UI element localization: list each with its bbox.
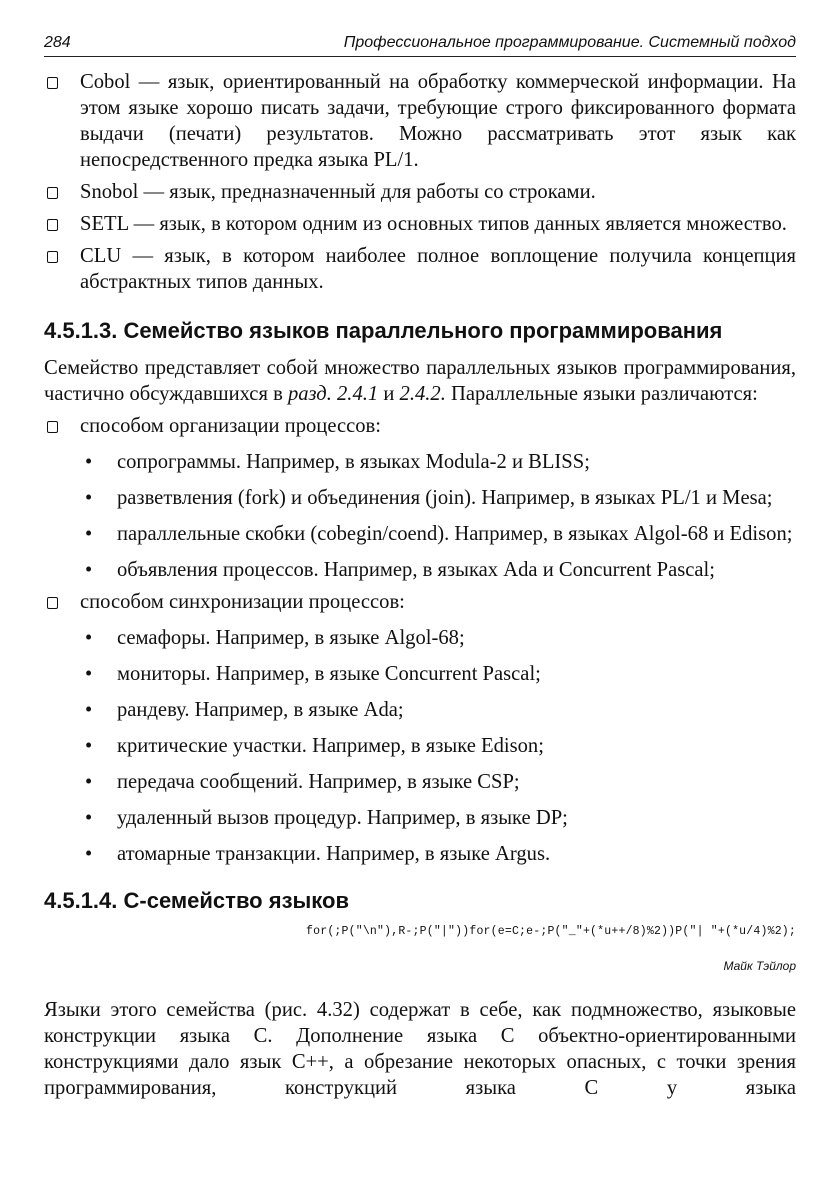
section-paragraph: Языки этого семейства (рис. 4.32) содержат в себе, как подмножество, языковые конструкции языка C. Дополнение языка C объектно-ориентированными конструкциями дало язык C++, а обрезание некоторых опасных, с точки зрения программирования, конструкций языка C у языка [44,999,796,1099]
epigraph-author: Майк Тэйлор [723,959,796,973]
list-item: CLU — язык, в котором наиболее полное воплощение получила концепция абстрактных типов данных. [44,243,796,295]
sub-list-item: • сопрограммы. Например, в языках Modula-2 и BLISS; [85,451,590,473]
checkbox-bullet-icon [47,421,58,433]
cross-reference: разд. 2.4.1 [287,383,379,405]
checkbox-bullet-icon [47,251,58,263]
sub-list-item: • семафоры. Например, в языке Algol-68; [85,627,465,649]
bullet-icon: • [85,735,93,757]
group-label: способом организации процессов: [44,413,796,439]
running-title: Профессиональное программирование. Системный подход [343,34,796,51]
bullet-icon: • [85,451,93,473]
bullet-icon: • [85,627,93,649]
section-intro: Семейство представляет собой множество параллельных языков программирования, частично обсуждавшихся в разд. 2.4.1 и 2.4.2. Параллельные языки различаются: [44,357,796,405]
checkbox-bullet-icon [47,77,58,89]
list-item: Cobol — язык, ориентированный на обработку коммерческой информации. На этом языке хорошо писать задачи, требующие строго фиксированного формата выдачи (печати) результатов. Можно рассматривать этот язык как непосредственного предка языка PL/1. [44,69,796,173]
sub-list-item: • параллельные скобки (cobegin/coend). Например, в языках Algol-68 и Edison; [85,523,793,545]
page-body [44,69,796,1101]
sub-list-item: • удаленный вызов процедур. Например, в языке DP; [85,807,568,829]
section-heading: 4.5.1.4. С-семейство языков [44,888,349,913]
bullet-icon: • [85,807,93,829]
checkbox-bullet-icon [47,187,58,199]
sub-list-item: • атомарные транзакции. Например, в языке Argus. [85,843,551,865]
page-number: 284 [44,34,71,51]
sub-list-item: • критические участки. Например, в языке Edison; [85,735,544,757]
sub-list-item: • передача сообщений. Например, в языке CSP; [85,771,520,793]
section-heading: 4.5.1.3. Семейство языков параллельного программирования [44,318,723,343]
sub-list-item: • рандеву. Например, в языке Ada; [85,699,404,721]
bullet-icon: • [85,663,93,685]
checkbox-bullet-icon [47,597,58,609]
bullet-icon: • [85,843,93,865]
bullet-icon: • [85,523,93,545]
bullet-icon: • [85,699,93,721]
checkbox-bullet-icon [47,219,58,231]
running-header [44,34,796,57]
sub-list-item: • разветвления (fork) и объединения (join). Например, в языках PL/1 и Mesa; [85,487,773,509]
bullet-icon: • [85,487,93,509]
sub-list-item: • объявления процессов. Например, в языках Ada и Concurrent Pascal; [85,559,715,581]
sub-list-item: • мониторы. Например, в языке Concurrent Pascal; [85,663,541,685]
group-label: способом синхронизации процессов: [44,589,796,615]
document-page [44,34,796,1101]
list-item: Snobol — язык, предназначенный для работы со строками. [44,179,796,205]
list-item: SETL — язык, в котором одним из основных типов данных является множество. [44,211,796,237]
cross-reference: 2.4.2. [399,383,446,405]
bullet-icon: • [85,559,93,581]
bullet-icon: • [85,771,93,793]
epigraph-code: for(;P("\n"),R-;P("|"))for(e=C;e-;P("_"+(*u++/8)%2))P("| "+(*u/4)%2); [306,925,796,938]
